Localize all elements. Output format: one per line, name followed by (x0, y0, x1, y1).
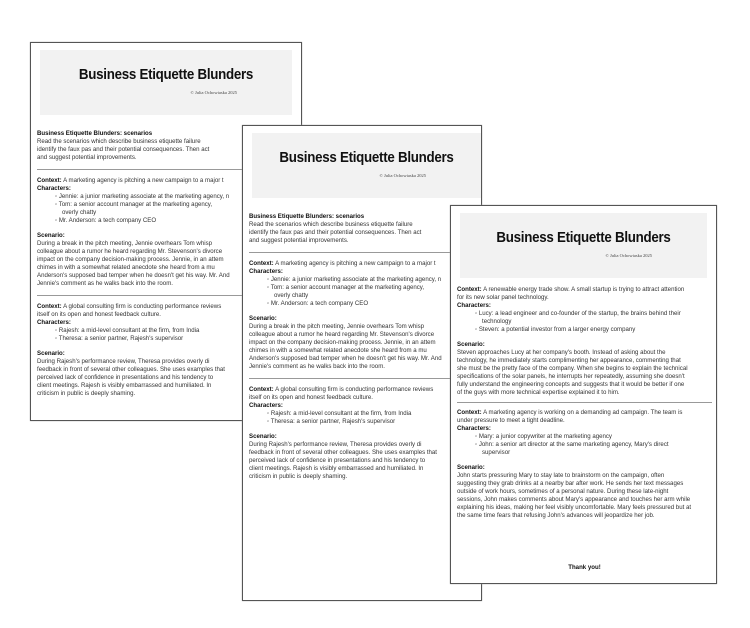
character-item: ◦ Tom: a senior account manager at the marketing agency, (267, 284, 425, 291)
page-header-banner (252, 133, 482, 198)
character-item-continued: technology (482, 318, 512, 325)
scenario-line: outside of work hours, sometimes of a personal nature. During these late-night (457, 488, 669, 495)
scenario-line: fully understand the engineering concepts and suggests that it would be better if one (457, 381, 685, 388)
intro-line: and suggest potential improvements. (37, 154, 137, 161)
scenario-line: Anderson's supposed bad temper when he doesn't get his way. Mr. And (37, 272, 230, 279)
scenario-label: Scenario: (457, 341, 485, 348)
scenario-line: During a break in the pitch meeting, Jennie overhears Tom whisp (37, 240, 213, 247)
intro-line: Read the scenarios which describe business etiquette failure (249, 221, 413, 228)
context-text: A global consulting firm is conducting performance reviews (273, 386, 434, 393)
scenario-line: During Rajesh's performance review, Theresa provides overly di (37, 358, 210, 365)
characters-label: Characters: (457, 425, 491, 432)
character-item: ◦ Mr. Anderson: a tech company CEO (55, 217, 157, 224)
scenario-line: Jennie's comment as he walks back into the room. (37, 280, 173, 287)
worksheet-page-3 (450, 205, 717, 584)
document-title: Business Etiquette Blunders (496, 230, 671, 246)
character-item: ◦ Rajesh: a mid-level consultant at the firm, from India (267, 410, 412, 417)
page-content (457, 286, 712, 572)
intro-line: and suggest potential improvements. (249, 237, 349, 244)
context-text: A marketing agency is pitching a new campaign to a major t (273, 260, 436, 267)
scenario-line: feedback in front of several other colleagues. She uses examples that (249, 449, 438, 456)
divider (249, 378, 482, 379)
document-title: Business Etiquette Blunders (78, 67, 254, 83)
characters-label: Characters: (457, 302, 491, 309)
context-line (249, 260, 482, 268)
scenario-line: perceived lack of confidence in presentations and his tendency to (37, 374, 214, 381)
character-item: ◦ Theresa: a senior partner, Rajesh's supervisor (55, 335, 184, 342)
character-item: ◦ Theresa: a senior partner, Rajesh's supervisor (267, 418, 396, 425)
scenario-line: Anderson's supposed bad temper when he doesn't get his way. Mr. And (249, 355, 442, 362)
character-item: ◦ Tom: a senior account manager at the marketing agency, (55, 201, 213, 208)
scenario-line: impact on the company decision-making process. Jennie, in an attem (249, 339, 436, 346)
character-item: ◦ Mary: a junior copywriter at the marketing agency (475, 433, 612, 440)
scenario-line: explaining his ideas, making her feel visibly uncomfortable. Mary feels pressured but at (457, 504, 692, 511)
copyright-notice: © Julia Ochowiaska 2025 (605, 253, 652, 258)
context-line: itself on its open and honest feedback culture. (249, 394, 373, 401)
scenario-line: perceived lack of confidence in presentations and his tendency to (249, 457, 426, 464)
characters-label: Characters: (249, 402, 283, 409)
scenario-label: Scenario: (457, 464, 485, 471)
context-label: Context: (249, 260, 274, 267)
scenario-line: specifications of the solar panels, he interrupts her repeatedly, assuming she doesn't (457, 373, 685, 380)
scenario-line: client meetings. Rajesh is visibly embarrassed and humiliated. In (249, 465, 424, 472)
context-label: Context: (457, 286, 482, 293)
scenario-line: technology, he immediately starts complimenting her appearance, commenting that (457, 357, 681, 364)
intro-line: identify the faux pas and their potential consequences. Then act (249, 229, 422, 236)
context-line: for its new solar panel technology. (457, 294, 549, 301)
context-text: A marketing agency is working on a demanding ad campaign. The team is (481, 409, 683, 416)
scenario-line: chimes in with a somewhat related anecdote she heard from a mu (37, 264, 215, 271)
intro-line: identify the faux pas and their potential consequences. Then act (37, 146, 210, 153)
scenario-line: colleague about a rumor he heard regarding Mr. Stevenson's divorce (249, 331, 435, 338)
page-content (249, 213, 482, 481)
scenario-label: Scenario: (37, 350, 65, 357)
document-title: Business Etiquette Blunders (279, 150, 454, 166)
scenario-line: During Rajesh's performance review, Theresa provides overly di (249, 441, 422, 448)
character-item: ◦ Jennie: a junior marketing associate at the marketing agency, n (267, 276, 442, 283)
character-item: ◦ Mr. Anderson: a tech company CEO (267, 300, 369, 307)
context-line (249, 386, 482, 394)
scenario-line: sessions, John makes comments about Mary's appearance and touches her arm while (457, 496, 691, 503)
context-line (457, 409, 712, 417)
context-line (457, 286, 712, 294)
scenario-label: Scenario: (249, 315, 277, 322)
scenario-line: impact on the company decision-making process. Jennie, in an attem (37, 256, 224, 263)
scenario-line: Jennie's comment as he walks back into the room. (249, 363, 385, 370)
intro-heading: Business Etiquette Blunders: scenarios (37, 130, 153, 137)
scenario-line: the same time fears that refusing John's advances will jeopardize her job. (457, 512, 655, 519)
intro-heading: Business Etiquette Blunders: scenarios (249, 213, 365, 220)
character-item: ◦ John: a senior art director at the same marketing agency, Mary's direct (475, 441, 669, 448)
copyright-notice: © Julia Ochowiaska 2025 (190, 90, 237, 95)
scenario-line: she must be the pretty face of the company. When she begins to explain the technical (457, 365, 688, 372)
intro-line: Read the scenarios which describe business etiquette failure (37, 138, 201, 145)
context-label: Context: (249, 386, 274, 393)
page-header-banner (460, 213, 707, 278)
scenario-line: of the guys with more technical expertise explained it to him. (457, 389, 620, 396)
context-label: Context: (37, 177, 62, 184)
scenario-line: During a break in the pitch meeting, Jennie overhears Tom whisp (249, 323, 425, 330)
worksheet-page-2 (242, 125, 482, 601)
character-item: ◦ Steven: a potential investor from a larger energy company (475, 326, 636, 333)
copyright-notice: © Julia Ochowiaska 2025 (379, 173, 426, 178)
scenario-line: John starts pressuring Mary to stay late to brainstorm on the campaign, often (457, 472, 665, 479)
scenario-line: chimes in with a somewhat related anecdote she heard from a mu (249, 347, 427, 354)
character-item: ◦ Rajesh: a mid-level consultant at the firm, from India (55, 327, 200, 334)
page-header-banner (40, 50, 292, 115)
scenario-line: colleague about a rumor he heard regarding Mr. Stevenson's divorce (37, 248, 223, 255)
context-label: Context: (457, 409, 482, 416)
context-text: A renewable energy trade show. A small startup is trying to attract attention (481, 286, 685, 293)
context-label: Context: (37, 303, 62, 310)
character-item: ◦ Jennie: a junior marketing associate at the marketing agency, n (55, 193, 230, 200)
characters-label: Characters: (37, 319, 71, 326)
characters-label: Characters: (249, 268, 283, 275)
scenario-line: client meetings. Rajesh is visibly embarrassed and humiliated. In (37, 382, 212, 389)
scenario-label: Scenario: (249, 433, 277, 440)
character-item: ◦ Lucy: a lead engineer and co-founder of the startup, the brains behind their (475, 310, 681, 317)
scenario-line: Steven approaches Lucy at her company's booth. Instead of asking about the (457, 349, 666, 356)
scenario-label: Scenario: (37, 232, 65, 239)
character-item-continued: overly chatty (274, 292, 309, 299)
divider (249, 252, 482, 253)
scenario-line: criticism in public is deeply shaming. (249, 473, 348, 480)
character-item-continued: overly chatty (62, 209, 97, 216)
scenario-line: suggesting they grab drinks at a nearby bar after work. He sends her text messages (457, 480, 684, 487)
context-line: under pressure to meet a tight deadline. (457, 417, 565, 424)
context-text: A global consulting firm is conducting performance reviews (61, 303, 222, 310)
character-item-continued: supervisor (482, 449, 511, 456)
context-line: itself on its open and honest feedback culture. (37, 311, 161, 318)
scenario-line: criticism in public is deeply shaming. (37, 390, 136, 397)
characters-label: Characters: (37, 185, 71, 192)
context-text: A marketing agency is pitching a new campaign to a major t (61, 177, 224, 184)
scenario-line: feedback in front of several other colleagues. She uses examples that (37, 366, 226, 373)
closing-text: Thank you! (568, 564, 601, 571)
divider (457, 402, 712, 403)
